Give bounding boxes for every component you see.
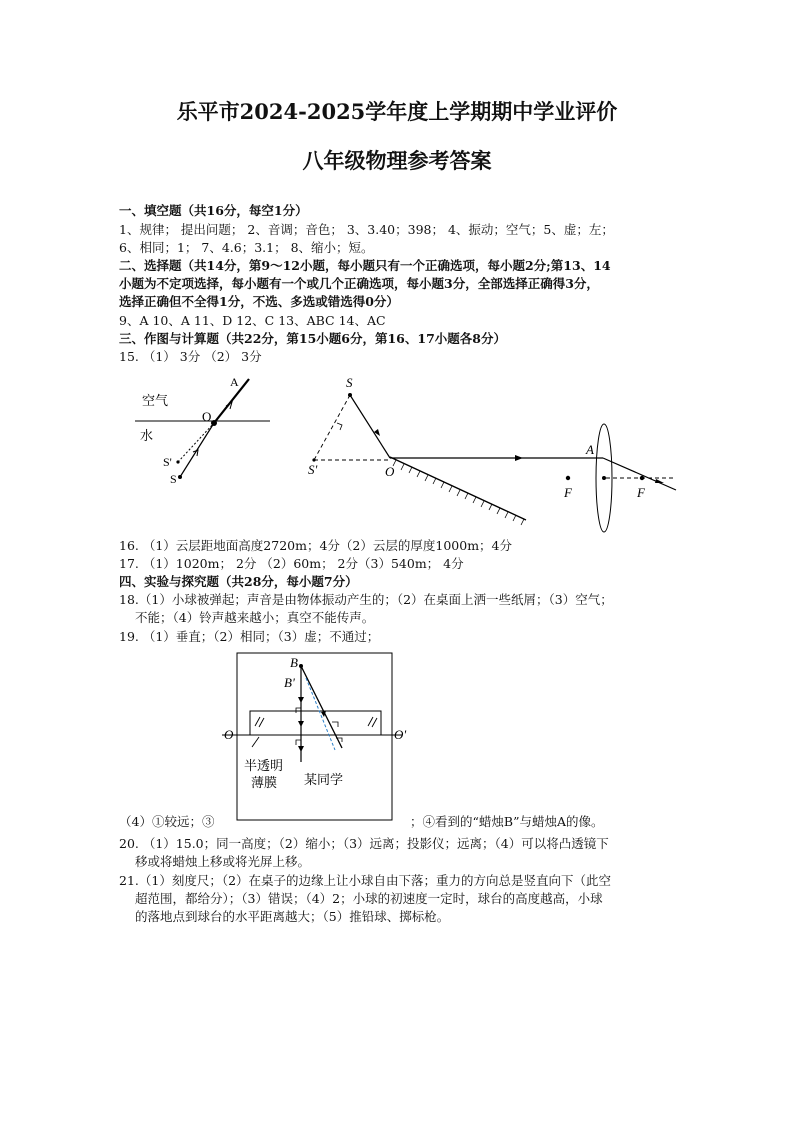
- answer-line: 的落地点到球台的水平距离越大；（5）推铅球、掷标枪。: [135, 909, 450, 924]
- air-label: 空气: [142, 393, 169, 408]
- section-2-heading-cont: 选择正确但不全得1分，不选、多选或错选得0分）: [119, 294, 399, 309]
- point-label: S': [163, 455, 172, 469]
- point-label: S': [308, 462, 318, 477]
- answer-line: 6、相同；1； 7、4.6；3.1； 8、缩小；短。: [119, 240, 374, 255]
- water-label: 水: [140, 428, 154, 443]
- point-label: B': [284, 675, 295, 690]
- answer-line: 不能；（4）铃声越来越小；真空不能传声。: [135, 610, 375, 625]
- point-label: S: [170, 472, 177, 486]
- answer-line: 超范围，都给分）；（3）错误；（4）2；小球的初速度一定时，球台的高度越高，小球: [135, 891, 603, 906]
- section-1-heading: 一、填空题（共16分，每空1分）: [119, 203, 308, 218]
- point-label: B: [290, 655, 298, 670]
- section-4-heading: 四、实验与探究题（共28分，每小题7分）: [119, 574, 358, 589]
- answer-line: 19. （1）垂直；（2）相同；（3）虚；不通过；: [119, 629, 380, 644]
- document-title: 乐平市2024-2025学年度上学期期中学业评价: [176, 99, 618, 124]
- section-2-heading: 二、选择题（共14分，第9～12小题，每小题只有一个正确选项，每小题2分;第13、14: [119, 258, 611, 273]
- film-label: 薄膜: [251, 775, 278, 790]
- answer-line: 21.（1）刻度尺；（2）在桌子的边缘上让小球自由下落；重力的方向总是竖直向下（此空: [119, 873, 612, 888]
- answer-line: 17. （1）1020m； 2分 （2）60m； 2分（3）540m； 4分: [119, 556, 464, 571]
- answer-line: 9、A 10、A 11、D 12、C 13、ABC 14、AC: [119, 313, 386, 328]
- point-label: O: [385, 464, 395, 479]
- section-2-heading-cont: 小题为不定项选择，每小题有一个或几个正确选项，每小题3分，全部选择正确得3分，: [119, 276, 599, 291]
- film-label: 半透明: [244, 758, 284, 773]
- answer-line: 1、规律； 提出问题； 2、音调；音色； 3、3.40；398； 4、振动；空气；5、虚；左；: [119, 222, 614, 237]
- reflection-lens-diagram: [300, 370, 690, 535]
- point-label: O: [202, 409, 212, 424]
- plane-mirror-diagram: [222, 650, 412, 825]
- point-label: O': [394, 727, 407, 742]
- answer-line: （4）①较远；③: [119, 814, 215, 829]
- answer-line: ；④看到的“蜡烛B”与蜡烛A的像。: [410, 814, 604, 829]
- answer-line: 20. （1）15.0；同一高度；（2）缩小；（3）远离；投影仪；远离；（4）可以将凸透镜下: [119, 836, 609, 851]
- answer-line: 移或将蜡烛上移或将光屏上移。: [135, 854, 311, 869]
- answer-line: 18.（1）小球被弹起；声音是由物体振动产生的；（2）在桌面上洒一些纸屑；（3）空气；: [119, 592, 613, 607]
- point-label: F: [564, 485, 572, 500]
- student-label: 某同学: [304, 772, 344, 787]
- point-label: S: [346, 375, 353, 390]
- point-label: F: [637, 485, 645, 500]
- document-subtitle: 八年级物理参考答案: [302, 148, 492, 173]
- answer-line: 16. （1）云层距地面高度2720m；4分（2）云层的厚度1000m；4分: [119, 538, 512, 553]
- point-label: A: [586, 442, 594, 457]
- point-label: A: [230, 375, 239, 389]
- answer-line: 15. （1） 3分 （2） 3分: [119, 349, 262, 364]
- point-label: O: [224, 727, 234, 742]
- refraction-diagram: [130, 370, 280, 490]
- section-3-heading: 三、作图与计算题（共22分，第15小题6分，第16、17小题各8分）: [119, 331, 506, 346]
